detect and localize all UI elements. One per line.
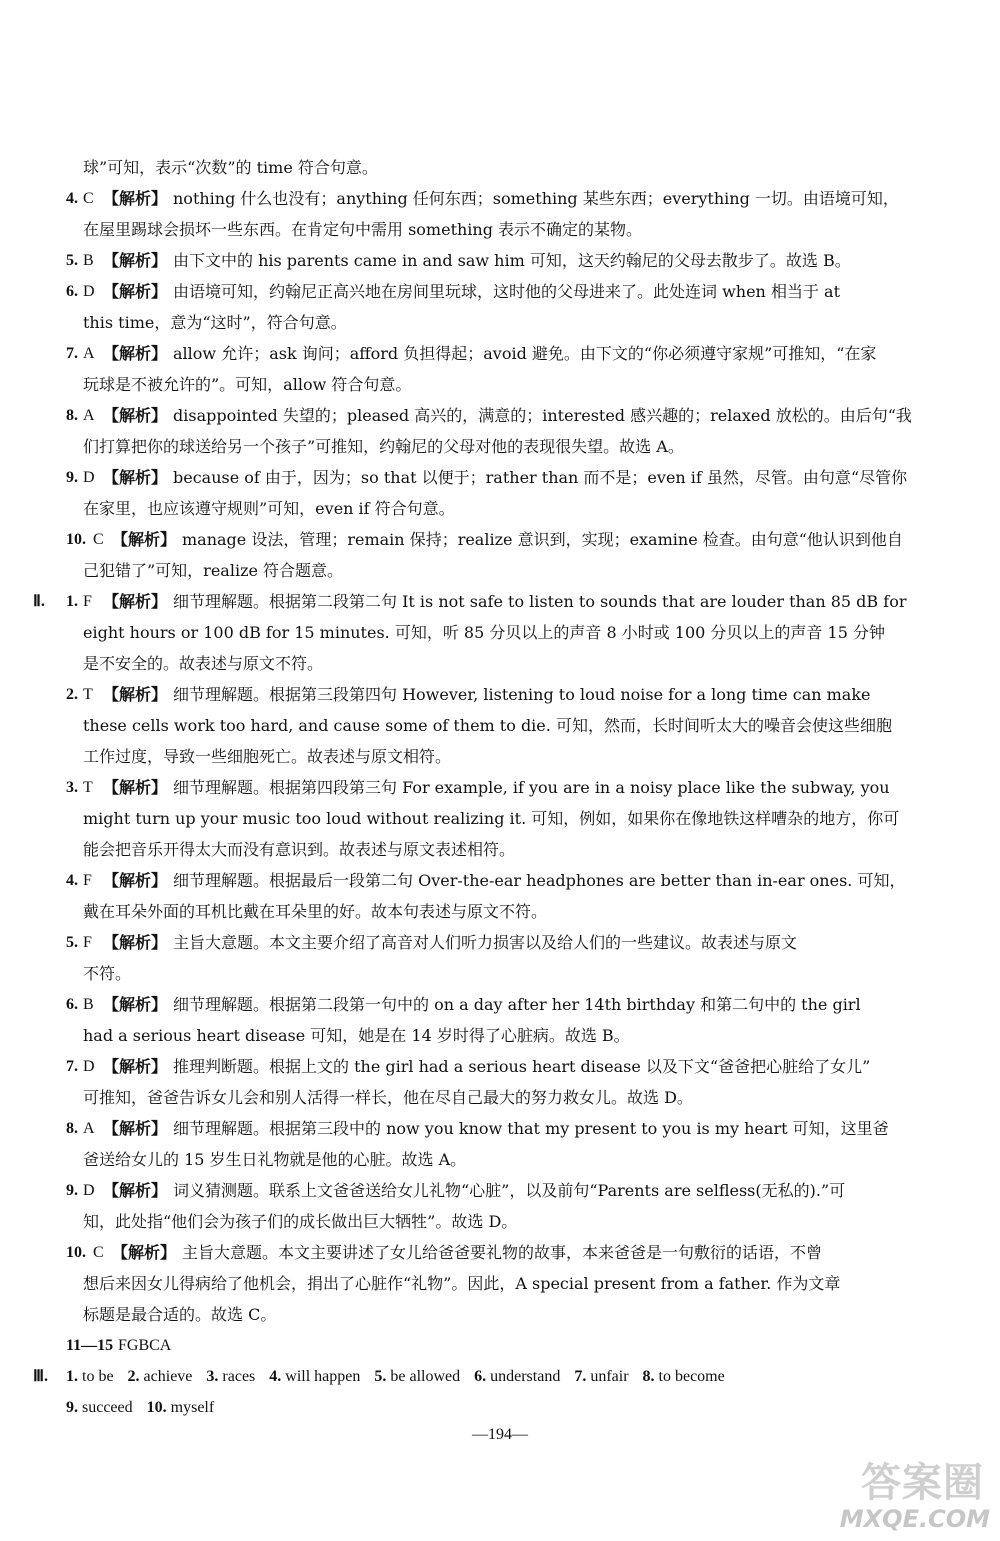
answer-letter: C bbox=[83, 190, 94, 207]
question-number: 10. bbox=[66, 1244, 86, 1261]
analysis-text: 由语境可知，约翰尼正高兴地在房间里玩球，这时他的父母进来了。此处连词 when 相当于 at bbox=[173, 282, 841, 301]
answer-word: myself bbox=[170, 1399, 215, 1416]
answer-line bbox=[0, 679, 1000, 710]
analysis-text: allow 允许；ask 询问；afford 负担得起；avoid 避免。由下文的“你必须遵守家规”可推知，“在家 bbox=[173, 344, 877, 363]
analysis-tag: 【解析】 bbox=[103, 685, 168, 704]
analysis-text: 细节理解题。根据第三段中的 now you know that my present to you is my heart 可知，这里爸 bbox=[173, 1119, 889, 1138]
answer-line bbox=[0, 1206, 1000, 1237]
question-number: 9. bbox=[66, 1399, 78, 1416]
answer-line bbox=[0, 1144, 1000, 1175]
question-number: 4. bbox=[66, 190, 78, 207]
question-number: 6. bbox=[66, 283, 78, 300]
answer-letter: D bbox=[83, 1182, 95, 1199]
answer-line bbox=[0, 648, 1000, 679]
answer-line bbox=[0, 152, 1000, 183]
continuation-text: this time，意为“这时”，符合句意。 bbox=[83, 313, 347, 332]
continuation-text: 球”可知，表示“次数”的 time 符合句意。 bbox=[83, 158, 378, 177]
analysis-tag: 【解析】 bbox=[103, 592, 168, 611]
continuation-text: might turn up your music too loud without realizing it. 可知，例如，如果你在像地铁这样嘈杂的地方，你可 bbox=[83, 809, 900, 828]
answer-line bbox=[0, 803, 1000, 834]
answer-line bbox=[0, 710, 1000, 741]
question-number: 1. bbox=[66, 593, 78, 610]
continuation-text: 在家里，也应该遵守规则”可知，even if 符合句意。 bbox=[83, 499, 455, 518]
analysis-text: 推理判断题。根据上文的 the girl had a serious heart disease 以及下文“爸爸把心脏给了女儿” bbox=[173, 1057, 871, 1076]
analysis-tag: 【解析】 bbox=[103, 1181, 168, 1200]
question-number: 3. bbox=[66, 779, 78, 796]
answer-word: understand bbox=[490, 1368, 561, 1385]
question-number: 2. bbox=[127, 1368, 140, 1385]
watermark-logo bbox=[820, 1451, 990, 1533]
answer-word: unfair bbox=[590, 1368, 629, 1385]
analysis-tag: 【解析】 bbox=[103, 468, 168, 487]
answer-letter: A bbox=[83, 345, 95, 362]
answer-line bbox=[0, 586, 1000, 617]
answer-letter: D bbox=[83, 283, 95, 300]
answer-line bbox=[0, 1392, 1000, 1423]
watermark-url: MXQE.COM bbox=[839, 1505, 990, 1533]
fill-in-answers bbox=[66, 1392, 214, 1423]
continuation-text: had a serious heart disease 可知，她是在 14 岁时得了心脏病。故选 B。 bbox=[83, 1026, 630, 1045]
answer-line bbox=[0, 834, 1000, 865]
question-number: 10. bbox=[146, 1399, 167, 1416]
question-number: 5. bbox=[374, 1368, 387, 1385]
answer-line bbox=[0, 1051, 1000, 1082]
section-number: Ⅱ. bbox=[33, 593, 45, 610]
answer-line bbox=[0, 276, 1000, 307]
answer-line bbox=[0, 493, 1000, 524]
answer-word: be allowed bbox=[390, 1368, 461, 1385]
answer-line bbox=[0, 865, 1000, 896]
answer-line bbox=[0, 1237, 1000, 1268]
answer-line bbox=[0, 958, 1000, 989]
analysis-tag: 【解析】 bbox=[103, 251, 168, 270]
answer-line bbox=[0, 462, 1000, 493]
question-number: 4. bbox=[66, 872, 78, 889]
question-number: 8. bbox=[66, 407, 78, 424]
answer-word: will happen bbox=[285, 1368, 361, 1385]
analysis-tag: 【解析】 bbox=[112, 1243, 177, 1262]
analysis-tag: 【解析】 bbox=[103, 871, 168, 890]
continuation-text: 玩球是不被允许的”。可知，allow 符合句意。 bbox=[83, 375, 412, 394]
continuation-text: these cells work too hard, and cause some of them to die. 可知，然而，长时间听太大的噪音会使这些细胞 bbox=[83, 716, 892, 735]
analysis-tag: 【解析】 bbox=[103, 1057, 168, 1076]
watermark-chinese: 答案圈 bbox=[861, 1460, 984, 1506]
answer-line bbox=[0, 1082, 1000, 1113]
answer-letter: FGBCA bbox=[118, 1337, 172, 1354]
fill-in-answers bbox=[66, 1361, 725, 1392]
answer-letter: F bbox=[83, 934, 92, 951]
analysis-text: 由下文中的 his parents came in and saw him 可知，这天约翰尼的父母去散步了。故选 B。 bbox=[173, 251, 851, 270]
answer-line bbox=[0, 617, 1000, 648]
analysis-tag: 【解析】 bbox=[103, 344, 168, 363]
analysis-text: 主旨大意题。本文主要讲述了女儿给爸爸要礼物的故事，本来爸爸是一句敷衍的话语，不曾 bbox=[182, 1243, 823, 1262]
answer-letter: F bbox=[83, 593, 92, 610]
analysis-text: 细节理解题。根据第二段第一句中的 on a day after her 14th birthday 和第二句中的 the girl bbox=[173, 995, 861, 1014]
analysis-text: because of 由于，因为；so that 以便于；rather than 而不是；even if 虽然，尽管。由句意“尽管你 bbox=[173, 468, 908, 487]
question-number: 10. bbox=[66, 531, 86, 548]
continuation-text: 能会把音乐开得太大而没有意识到。故表述与原文表述相符。 bbox=[83, 840, 516, 859]
analysis-text: 细节理解题。根据最后一段第二句 Over-the-ear headphones are better than in-ear ones. 可知， bbox=[173, 871, 906, 890]
answer-letter: D bbox=[83, 469, 95, 486]
answer-line bbox=[0, 400, 1000, 431]
answer-word: succeed bbox=[82, 1399, 133, 1416]
answer-line bbox=[0, 524, 1000, 555]
question-number: 6. bbox=[66, 996, 78, 1013]
answer-line bbox=[0, 431, 1000, 462]
analysis-tag: 【解析】 bbox=[112, 530, 177, 549]
analysis-tag: 【解析】 bbox=[103, 189, 168, 208]
analysis-text: 细节理解题。根据第四段第三句 For example, if you are in a noisy place like the subway, you bbox=[173, 778, 890, 797]
answer-line bbox=[0, 245, 1000, 276]
answer-letter: B bbox=[83, 252, 94, 269]
continuation-text: eight hours or 100 dB for 15 minutes. 可知，听 85 分贝以上的声音 8 小时或 100 分贝以上的声音 15 分钟 bbox=[83, 623, 885, 642]
analysis-text: nothing 什么也没有；anything 任何东西；something 某些东西；everything 一切。由语境可知， bbox=[173, 189, 899, 208]
analysis-tag: 【解析】 bbox=[103, 995, 168, 1014]
answer-line bbox=[0, 1020, 1000, 1051]
question-number: 5. bbox=[66, 252, 78, 269]
answer-word: to become bbox=[658, 1368, 725, 1385]
answer-letter: C bbox=[93, 531, 104, 548]
analysis-text: 细节理解题。根据第三段第四句 However, listening to loud noise for a long time can make bbox=[173, 685, 871, 704]
answer-line bbox=[0, 555, 1000, 586]
answer-line bbox=[0, 1361, 1000, 1392]
answer-line bbox=[0, 307, 1000, 338]
answer-letter: A bbox=[83, 1120, 95, 1137]
continuation-text: 是不安全的。故表述与原文不符。 bbox=[83, 654, 324, 673]
continuation-text: 们打算把你的球送给另一个孩子”可推知，约翰尼的父母对他的表现很失望。故选 A。 bbox=[83, 437, 684, 456]
analysis-tag: 【解析】 bbox=[103, 778, 168, 797]
question-number: 11—15 bbox=[66, 1337, 114, 1354]
question-number: 9. bbox=[66, 1182, 78, 1199]
answer-line bbox=[0, 214, 1000, 245]
question-number: 3. bbox=[206, 1368, 219, 1385]
analysis-tag: 【解析】 bbox=[103, 1119, 168, 1138]
continuation-text: 在屋里踢球会损坏一些东西。在肯定句中需用 something 表示不确定的某物。 bbox=[83, 220, 643, 239]
answer-line bbox=[0, 1330, 1000, 1361]
answer-line bbox=[0, 1175, 1000, 1206]
question-number: 9. bbox=[66, 469, 78, 486]
page-number: —194— bbox=[472, 1426, 528, 1443]
analysis-text: 主旨大意题。本文主要介绍了高音对人们听力损害以及给人们的一些建议。故表述与原文 bbox=[173, 933, 798, 952]
question-number: 8. bbox=[642, 1368, 655, 1385]
answer-word: races bbox=[222, 1368, 256, 1385]
answer-letter: A bbox=[83, 407, 95, 424]
answer-line bbox=[0, 927, 1000, 958]
answer-letter: T bbox=[83, 686, 93, 703]
answer-word: achieve bbox=[143, 1368, 193, 1385]
answer-line bbox=[0, 896, 1000, 927]
analysis-tag: 【解析】 bbox=[103, 406, 168, 425]
question-number: 7. bbox=[66, 345, 78, 362]
answer-line bbox=[0, 772, 1000, 803]
answer-letter: T bbox=[83, 779, 93, 796]
continuation-text: 想后来因女儿得病给了他机会，捐出了心脏作“礼物”。因此，A special present from a father. 作为文章 bbox=[83, 1274, 841, 1293]
answer-letter: C bbox=[93, 1244, 104, 1261]
answer-line bbox=[0, 741, 1000, 772]
answer-letter: D bbox=[83, 1058, 95, 1075]
continuation-text: 不符。 bbox=[83, 964, 132, 983]
question-number: 4. bbox=[269, 1368, 282, 1385]
answer-content bbox=[0, 152, 1000, 1423]
answer-letter: F bbox=[83, 872, 92, 889]
continuation-text: 标题是最合适的。故选 C。 bbox=[83, 1305, 277, 1324]
continuation-text: 己犯错了”可知，realize 符合题意。 bbox=[83, 561, 344, 580]
analysis-tag: 【解析】 bbox=[103, 282, 168, 301]
question-number: 7. bbox=[66, 1058, 78, 1075]
answer-letter: B bbox=[83, 996, 94, 1013]
continuation-text: 工作过度，导致一些细胞死亡。故表述与原文相符。 bbox=[83, 747, 452, 766]
answer-word: to be bbox=[82, 1368, 114, 1385]
continuation-text: 可推知，爸爸告诉女儿会和别人活得一样长，他在尽自己最大的努力救女儿。故选 D。 bbox=[83, 1088, 693, 1107]
question-number: 2. bbox=[66, 686, 78, 703]
answer-line bbox=[0, 1268, 1000, 1299]
answer-line bbox=[0, 338, 1000, 369]
continuation-text: 戴在耳朵外面的耳机比戴在耳朵里的好。故本句表述与原文不符。 bbox=[83, 902, 548, 921]
question-number: 8. bbox=[66, 1120, 78, 1137]
section-number: Ⅲ. bbox=[33, 1368, 49, 1385]
analysis-text: 词义猜测题。联系上文爸爸送给女儿礼物“心脏”，以及前句“Parents are selfless(无私的).”可 bbox=[173, 1181, 846, 1200]
continuation-text: 知，此处指“他们会为孩子们的成长做出巨大牺牲”。故选 D。 bbox=[83, 1212, 518, 1231]
analysis-text: disappointed 失望的；pleased 高兴的，满意的；interested 感兴趣的；relaxed 放松的。由后句“我 bbox=[173, 406, 912, 425]
analysis-tag: 【解析】 bbox=[103, 933, 168, 952]
answer-line bbox=[0, 369, 1000, 400]
analysis-text: 细节理解题。根据第二段第二句 It is not safe to listen to sounds that are louder than 85 dB for bbox=[173, 592, 907, 611]
continuation-text: 爸送给女儿的 15 岁生日礼物就是他的心脏。故选 A。 bbox=[83, 1150, 467, 1169]
analysis-text: manage 设法，管理；remain 保持；realize 意识到，实现；examine 检查。由句意“他认识到他自 bbox=[182, 530, 903, 549]
question-number: 7. bbox=[574, 1368, 587, 1385]
answer-line bbox=[0, 989, 1000, 1020]
answer-line bbox=[0, 1113, 1000, 1144]
answer-line bbox=[0, 183, 1000, 214]
question-number: 6. bbox=[474, 1368, 487, 1385]
question-number: 5. bbox=[66, 934, 78, 951]
answer-line bbox=[0, 1299, 1000, 1330]
question-number: 1. bbox=[66, 1368, 78, 1385]
